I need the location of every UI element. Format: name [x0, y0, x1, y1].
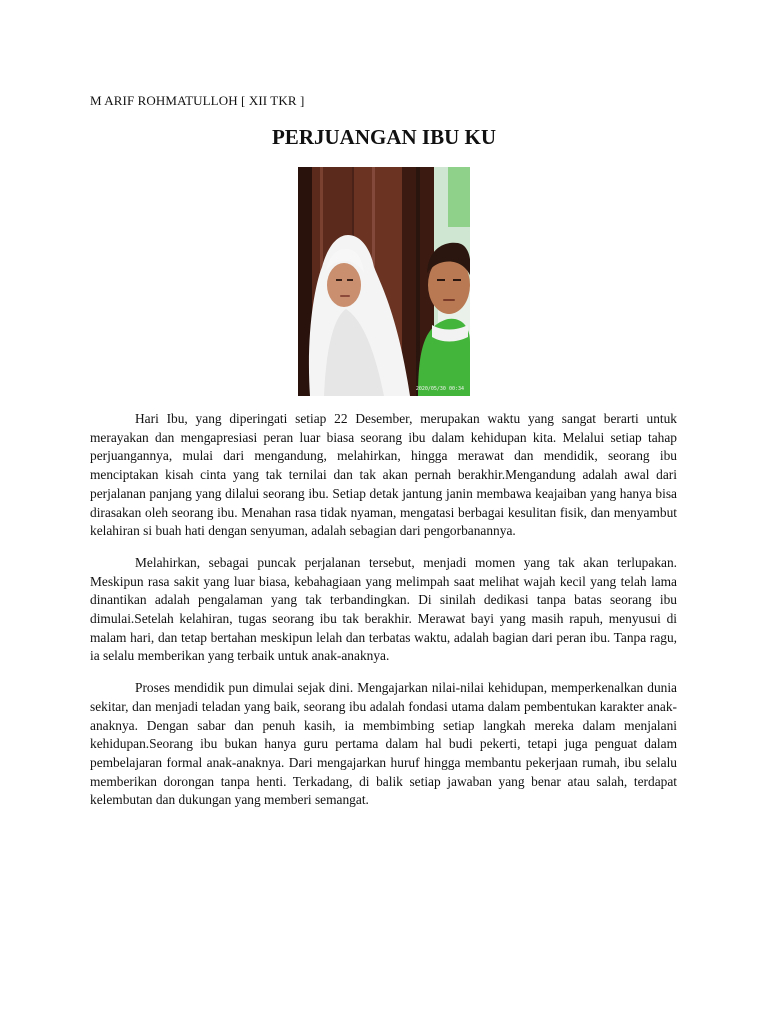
family-photo [298, 167, 470, 396]
paragraph: Hari Ibu, yang diperingati setiap 22 Desember, merupakan waktu yang sangat berarti untuk merayakan dan mengapresiasi peran luar biasa seorang ibu dalam kehidupan kita. Melalui setiap tahap perjuangannya, mulai dari mengandung, melahirkan, hingga merawat dan mendidik, seorang ibu menciptakan kisah cinta yang tak ternilai dan tak akan pernah berakhir.Mengandung adalah awal dari perjalanan panjang yang dilalui seorang ibu. Setiap detak jantung janin membawa keajaiban yang hanya bisa dirasakan oleh seorang ibu. Menahan rasa tidak nyaman, mengatasi berbagai kesulitan fisik, dan menyambut kelahiran si buah hati dengan senyuman, adalah sebagian dari pengorbanannya. [90, 411, 677, 539]
paragraph: Proses mendidik pun dimulai sejak dini. Mengajarkan nilai-nilai kehidupan, memperkenalkan dunia sekitar, dan menjadi teladan yang baik, seorang ibu adalah fondasi utama dalam pembentukan karakter anak-anaknya. Dengan sabar dan penuh kasih, ia membimbing setiap langkah mereka dalam menjalani kehidupan.Seorang ibu bukan hanya guru pertama dalam hal budi pekerti, tetapi juga penguat dalam pembelajaran formal anak-anaknya. Dari mengajarkan huruf hingga membantu pekerjaan rumah, ibu selalu memberikan dorongan tanpa henti. Terkadang, di balik setiap jawaban yang benar atau salah, terdapat kelembutan dan dukungan yang memberi semangat. [90, 680, 677, 808]
photo-timestamp: 2020/05/30 00:34 [415, 386, 464, 392]
page-title: PERJUANGAN IBU KU [271, 125, 496, 149]
photo-illustration [298, 167, 470, 396]
article-body [90, 410, 677, 823]
paragraph: Melahirkan, sebagai puncak perjalanan tersebut, menjadi momen yang tak akan terlupakan. Meskipun rasa sakit yang luar biasa, kebahagiaan yang melimpah saat melihat wajah kecil yang telah lama dinantikan adalah pengalaman yang tak terbandingkan. Di sinilah dedikasi tanpa batas seorang ibu dimulai.Setelah kelahiran, tugas seorang ibu tak berakhir. Merawat bayi yang masih rapuh, menyusui di malam hari, dan tetap bertahan meskipun lelah dan terbatas waktu, adalah bagian dari peran ibu. Tanpa ragu, ia selalu memberikan yang terbaik untuk anak-anaknya. [90, 554, 677, 664]
author-line: M ARIF ROHMATULLOH [ XII TKR ] [90, 93, 305, 108]
